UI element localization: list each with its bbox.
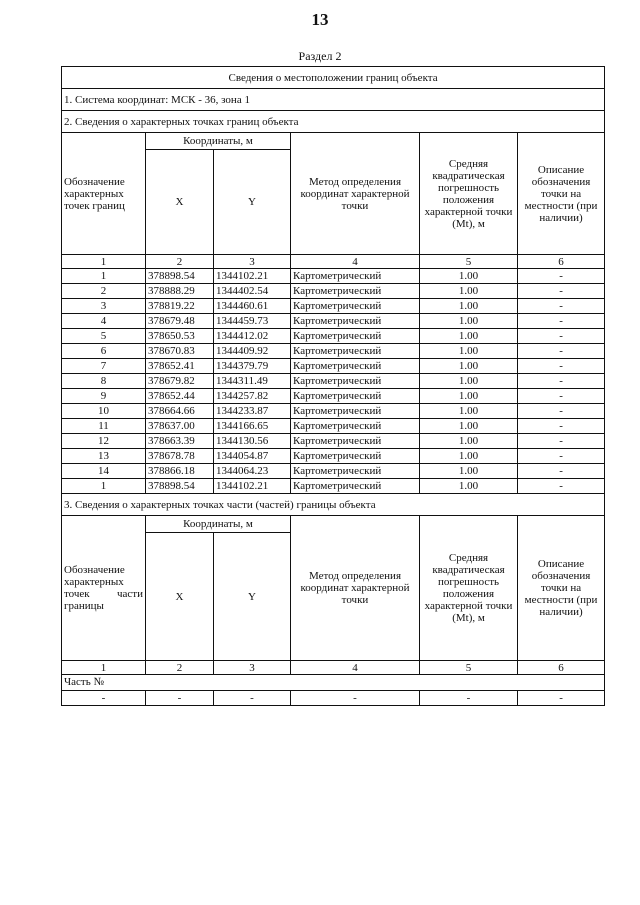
cell-method: Картометрический xyxy=(291,314,420,329)
header-word: точек xyxy=(64,588,90,600)
cell-x: 378652.44 xyxy=(146,389,214,404)
cell-n: 11 xyxy=(62,419,146,434)
cell-mt: 1.00 xyxy=(420,284,518,299)
cell-n: 13 xyxy=(62,449,146,464)
cell-mt: 1.00 xyxy=(420,329,518,344)
cell-method: Картометрический xyxy=(291,344,420,359)
section2-heading-row xyxy=(62,111,605,133)
cell-y: 1344311.49 xyxy=(214,374,291,389)
cell-mt: 1.00 xyxy=(420,359,518,374)
cell-n: 8 xyxy=(62,374,146,389)
cell-mt: 1.00 xyxy=(420,389,518,404)
cell-desc: - xyxy=(518,299,605,314)
col-y-header: Y xyxy=(214,150,291,255)
table-cell: - xyxy=(420,691,518,706)
col-coords-header: Координаты, м xyxy=(146,133,291,150)
cell-desc: - xyxy=(518,449,605,464)
cell-method: Картометрический xyxy=(291,479,420,494)
coord-system: 1. Система координат: МСК - 36, зона 1 xyxy=(62,89,605,111)
cell-desc: - xyxy=(518,404,605,419)
cell-y: 1344402.54 xyxy=(214,284,291,299)
cell-y: 1344166.65 xyxy=(214,419,291,434)
cell-x: 378678.78 xyxy=(146,449,214,464)
boundary-info-table xyxy=(61,66,605,706)
table-row xyxy=(62,434,605,449)
cell-n: 1 xyxy=(62,269,146,284)
cell-desc: - xyxy=(518,314,605,329)
cell-method: Картометрический xyxy=(291,464,420,479)
cell-desc: - xyxy=(518,359,605,374)
table-cell: - xyxy=(214,691,291,706)
col-x-header-part: X xyxy=(146,533,214,661)
table-cell: - xyxy=(518,691,605,706)
col-coords-header-part: Координаты, м xyxy=(146,516,291,533)
cell-n: 5 xyxy=(62,329,146,344)
cell-x: 378637.00 xyxy=(146,419,214,434)
cell-desc: - xyxy=(518,269,605,284)
header-line: границы xyxy=(64,600,104,612)
cell-method: Картометрический xyxy=(291,284,420,299)
cell-y: 1344412.02 xyxy=(214,329,291,344)
cell-y: 1344459.73 xyxy=(214,314,291,329)
cell-n: 7 xyxy=(62,359,146,374)
cell-y: 1344102.21 xyxy=(214,269,291,284)
cell-desc: - xyxy=(518,389,605,404)
cell-desc: - xyxy=(518,329,605,344)
cell-x: 378819.22 xyxy=(146,299,214,314)
table-row xyxy=(62,374,605,389)
column-number: 6 xyxy=(518,255,605,269)
header-line: характерных xyxy=(64,576,124,588)
section2-header-row xyxy=(62,133,605,150)
table-cell: - xyxy=(62,691,146,706)
cell-n: 3 xyxy=(62,299,146,314)
cell-mt: 1.00 xyxy=(420,314,518,329)
cell-method: Картометрический xyxy=(291,329,420,344)
table-row xyxy=(62,389,605,404)
col-y-header-part: Y xyxy=(214,533,291,661)
cell-n: 1 xyxy=(62,479,146,494)
part-label-row xyxy=(62,675,605,691)
cell-x: 378898.54 xyxy=(146,269,214,284)
table-row xyxy=(62,314,605,329)
col-point-desc-header: Обозначение характерных точек границ xyxy=(62,133,146,255)
section3-heading-row xyxy=(62,494,605,516)
cell-x: 378866.18 xyxy=(146,464,214,479)
table-title: Сведения о местоположении границ объекта xyxy=(62,67,605,89)
table-title-row xyxy=(62,67,605,89)
cell-method: Картометрический xyxy=(291,434,420,449)
cell-n: 6 xyxy=(62,344,146,359)
column-number: 6 xyxy=(518,661,605,675)
cell-desc: - xyxy=(518,479,605,494)
section3-column-numbers xyxy=(62,661,605,675)
table-row xyxy=(62,359,605,374)
cell-method: Картометрический xyxy=(291,389,420,404)
table-row xyxy=(62,299,605,314)
table-row xyxy=(62,479,605,494)
cell-mt: 1.00 xyxy=(420,419,518,434)
col-x-header: X xyxy=(146,150,214,255)
cell-method: Картометрический xyxy=(291,299,420,314)
cell-x: 378650.53 xyxy=(146,329,214,344)
cell-y: 1344130.56 xyxy=(214,434,291,449)
cell-mt: 1.00 xyxy=(420,434,518,449)
cell-mt: 1.00 xyxy=(420,374,518,389)
cell-x: 378888.29 xyxy=(146,284,214,299)
cell-x: 378679.48 xyxy=(146,314,214,329)
cell-y: 1344460.61 xyxy=(214,299,291,314)
section2-heading: 2. Сведения о характерных точках границ объекта xyxy=(62,111,605,133)
part-empty-row xyxy=(62,691,605,706)
cell-desc: - xyxy=(518,464,605,479)
column-number: 5 xyxy=(420,661,518,675)
table-cell: - xyxy=(291,691,420,706)
col-error-header-part: Средняя квадратическая погрешность положения характерной точки (Mt), м xyxy=(420,516,518,661)
cell-x: 378663.39 xyxy=(146,434,214,449)
cell-method: Картометрический xyxy=(291,404,420,419)
column-number: 2 xyxy=(146,661,214,675)
column-number: 4 xyxy=(291,661,420,675)
cell-n: 10 xyxy=(62,404,146,419)
header-line xyxy=(64,588,143,600)
cell-desc: - xyxy=(518,374,605,389)
column-number: 1 xyxy=(62,661,146,675)
cell-mt: 1.00 xyxy=(420,344,518,359)
column-number: 3 xyxy=(214,661,291,675)
cell-desc: - xyxy=(518,344,605,359)
cell-mt: 1.00 xyxy=(420,464,518,479)
cell-desc: - xyxy=(518,284,605,299)
cell-y: 1344054.87 xyxy=(214,449,291,464)
cell-n: 9 xyxy=(62,389,146,404)
cell-method: Картометрический xyxy=(291,374,420,389)
section3-heading: 3. Сведения о характерных точках части (частей) границы объекта xyxy=(62,494,605,516)
col-method-header-part: Метод определения координат характерной точки xyxy=(291,516,420,661)
cell-y: 1344379.79 xyxy=(214,359,291,374)
col-point-desc-header-part xyxy=(62,516,146,661)
cell-mt: 1.00 xyxy=(420,269,518,284)
column-number: 5 xyxy=(420,255,518,269)
table-cell: - xyxy=(146,691,214,706)
column-number: 3 xyxy=(214,255,291,269)
cell-x: 378664.66 xyxy=(146,404,214,419)
column-number: 2 xyxy=(146,255,214,269)
cell-x: 378679.82 xyxy=(146,374,214,389)
cell-method: Картометрический xyxy=(291,269,420,284)
cell-x: 378670.83 xyxy=(146,344,214,359)
header-line: Обозначение xyxy=(64,564,125,576)
col-error-header: Средняя квадратическая погрешность положения характерной точки (Mt), м xyxy=(420,133,518,255)
table-row xyxy=(62,344,605,359)
section3-header-row xyxy=(62,516,605,533)
coord-system-row xyxy=(62,89,605,111)
cell-method: Картометрический xyxy=(291,419,420,434)
cell-mt: 1.00 xyxy=(420,479,518,494)
part-label: Часть № xyxy=(62,675,605,691)
cell-mt: 1.00 xyxy=(420,404,518,419)
cell-mt: 1.00 xyxy=(420,449,518,464)
col-description-header: Описание обозначения точки на местности (при наличии) xyxy=(518,133,605,255)
col-method-header: Метод определения координат характерной точки xyxy=(291,133,420,255)
table-row xyxy=(62,404,605,419)
cell-y: 1344064.23 xyxy=(214,464,291,479)
cell-desc: - xyxy=(518,434,605,449)
cell-desc: - xyxy=(518,419,605,434)
cell-y: 1344257.82 xyxy=(214,389,291,404)
cell-n: 12 xyxy=(62,434,146,449)
cell-method: Картометрический xyxy=(291,359,420,374)
header-word: части xyxy=(117,588,143,600)
col-description-header-part: Описание обозначения точки на местности (при наличии) xyxy=(518,516,605,661)
cell-n: 4 xyxy=(62,314,146,329)
table-row xyxy=(62,329,605,344)
table-row xyxy=(62,419,605,434)
section-label: Раздел 2 xyxy=(298,49,342,63)
cell-x: 378898.54 xyxy=(146,479,214,494)
cell-n: 14 xyxy=(62,464,146,479)
table-row xyxy=(62,284,605,299)
table-row xyxy=(62,449,605,464)
table-row xyxy=(62,269,605,284)
cell-mt: 1.00 xyxy=(420,299,518,314)
table-row xyxy=(62,464,605,479)
cell-y: 1344102.21 xyxy=(214,479,291,494)
column-number: 4 xyxy=(291,255,420,269)
page-number: 13 xyxy=(311,10,329,29)
cell-x: 378652.41 xyxy=(146,359,214,374)
cell-y: 1344233.87 xyxy=(214,404,291,419)
cell-method: Картометрический xyxy=(291,449,420,464)
cell-n: 2 xyxy=(62,284,146,299)
section2-column-numbers xyxy=(62,255,605,269)
column-number: 1 xyxy=(62,255,146,269)
cell-y: 1344409.92 xyxy=(214,344,291,359)
